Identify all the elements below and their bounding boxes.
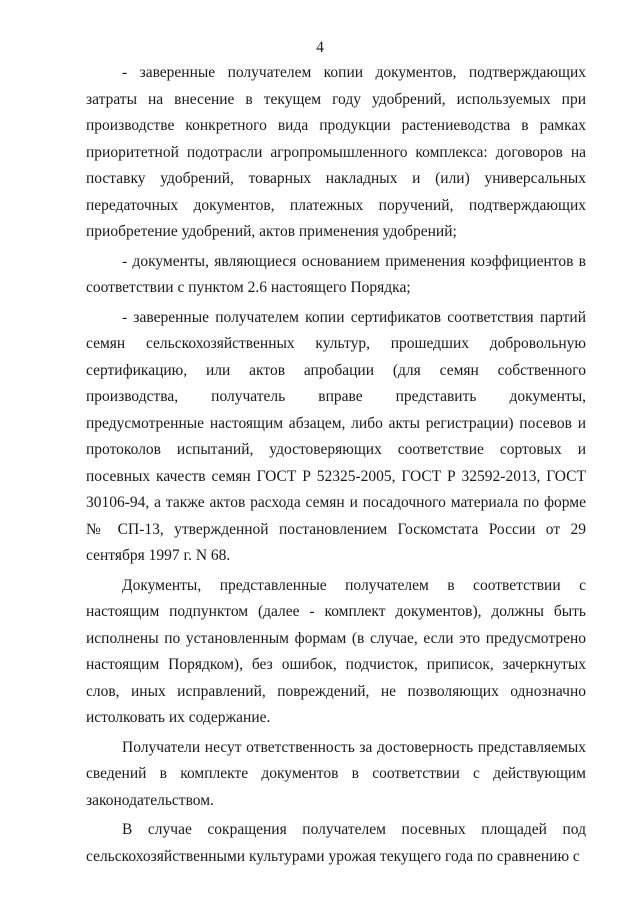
paragraph-fertilizer-documents: - заверенные получателем копии документов, подтверждающих затраты на внесение в текущем году удобрений, используемых при производстве конкретного вида продукции растениеводства в рамках приоритетной подотрасли агропромышленного комплекса: договоров на поставку удобрений, товарных накладных и (или) универсальных передаточных документов, платежных поручений, подтверждающих приобретение удобрений, актов применения удобрений; <box>86 64 586 240</box>
paragraph-area-reduction: В случае сокращения получателем посевных площадей под сельскохозяйственными культурами урожая текущего года по сравнению с <box>86 821 586 865</box>
paragraph-document-requirements: Документы, представленные получателем в соответствии с настоящим подпунктом (далее - комплект документов), должны быть исполнены по установленным формам (в случае, если это предусмотрено настоящим Порядком), без ошибок, подчисток, приписок, зачеркнутых слов, иных исправлений, повреждений, не позволяющих однозначно истолковать их содержание. <box>86 576 586 726</box>
paragraph-coefficient-documents: - документы, являющиеся основанием применения коэффициентов в соответствии с пунктом 2.6 настоящего Порядка; <box>86 252 586 296</box>
page-number: 4 <box>316 39 324 56</box>
paragraph-responsibility: Получатели несут ответственность за достоверность представляемых сведений в комплекте документов в соответствии с действующим законодательством. <box>86 738 586 809</box>
paragraph-seed-certificates: - заверенные получателем копии сертификатов соответствия партий семян сельскохозяйственных культур, прошедших добровольную сертификацию, или актов апробации (для семян собственного производства, получатель вправе представить документы, предусмотренные настоящим абзацем, либо акты регистрации) посевов и протоколов испытаний, удостоверяющих соответствие сортовых и посевных качеств семян ГОСТ Р 52325-2005, ГОСТ Р 32592-2013, ГОСТ 30106-94, а также актов расхода семян и посадочного материала по форме № СП-13, утвержденной постановлением Госкомстата России от 29 сентября 1997 г. N 68. <box>86 308 586 564</box>
document-body <box>86 60 586 870</box>
